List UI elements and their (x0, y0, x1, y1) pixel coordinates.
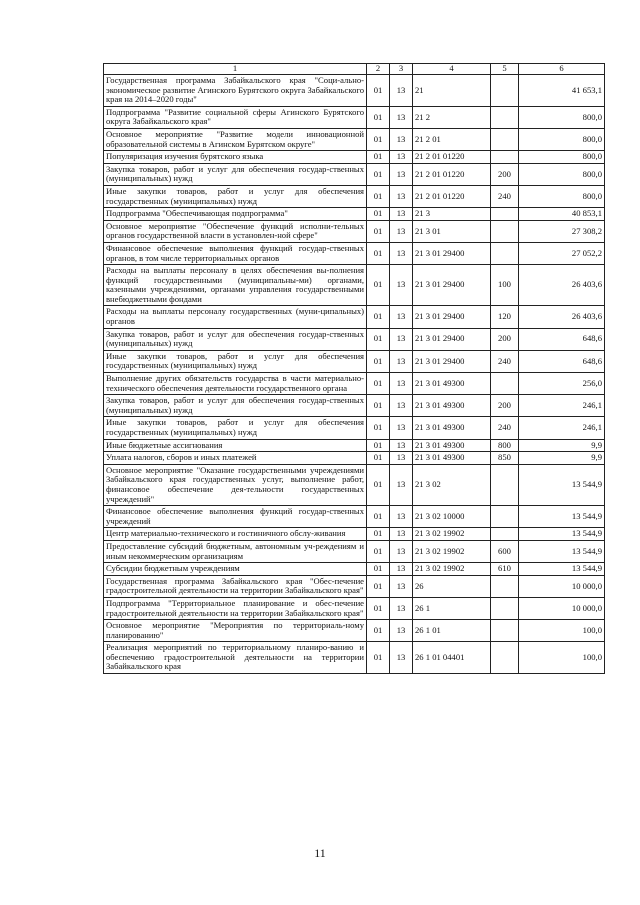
table-row (104, 306, 605, 328)
row-name: Закупка товаров, работ и услуг для обеспечения государ-ственных (муниципальных) нужд (104, 328, 367, 350)
row-amount: 13 544,9 (519, 540, 605, 562)
row-subsection: 13 (390, 220, 413, 242)
table-row (104, 151, 605, 164)
table-row (104, 185, 605, 207)
row-target-code: 21 3 01 49300 (413, 395, 491, 417)
column-header: 1 (104, 64, 367, 75)
row-name: Выполнение других обязательств государства в части материально-технического обеспечения деятельности государственного органа (104, 373, 367, 395)
row-subsection: 13 (390, 439, 413, 452)
table-row (104, 563, 605, 576)
row-amount: 648,6 (519, 350, 605, 372)
header-row (104, 64, 605, 75)
table-row (104, 395, 605, 417)
row-subsection: 13 (390, 265, 413, 306)
row-target-code: 26 1 (413, 597, 491, 619)
row-subsection: 13 (390, 563, 413, 576)
table-row (104, 265, 605, 306)
row-section: 01 (367, 328, 390, 350)
row-subsection: 13 (390, 575, 413, 597)
row-expense-type (491, 106, 519, 128)
row-name: Финансовое обеспечение выполнения функций государ-ственных органов, в том числе территориальных органов (104, 242, 367, 264)
row-target-code: 26 1 01 (413, 620, 491, 642)
row-expense-type: 240 (491, 350, 519, 372)
column-header: 2 (367, 64, 390, 75)
row-expense-type (491, 373, 519, 395)
row-amount: 40 853,1 (519, 208, 605, 221)
row-target-code: 21 3 01 29400 (413, 306, 491, 328)
row-name: Подпрограмма "Обеспечивающая подпрограмма" (104, 208, 367, 221)
row-expense-type: 800 (491, 439, 519, 452)
row-name: Основное мероприятие "Обеспечение функций исполни-тельных органов государственной власти в установлен-ной сфере" (104, 220, 367, 242)
table-row (104, 373, 605, 395)
table-row (104, 528, 605, 541)
row-name: Реализация мероприятий по территориальному планиро-ванию и обеспечению градостроительной деятельности на территории Забайкальского края (104, 642, 367, 674)
row-amount: 800,0 (519, 106, 605, 128)
row-section: 01 (367, 575, 390, 597)
row-expense-type: 610 (491, 563, 519, 576)
row-name: Государственная программа Забайкальского края "Соци-ально-экономическое развитие Агинского Бурятского округа Забайкальского края на 2014–2020 годы" (104, 75, 367, 107)
table-row (104, 620, 605, 642)
row-amount: 10 000,0 (519, 575, 605, 597)
column-header: 4 (413, 64, 491, 75)
table-row (104, 506, 605, 528)
row-subsection: 13 (390, 540, 413, 562)
row-section: 01 (367, 373, 390, 395)
row-expense-type (491, 506, 519, 528)
row-subsection: 13 (390, 75, 413, 107)
row-target-code: 21 (413, 75, 491, 107)
row-target-code: 21 3 01 49300 (413, 417, 491, 439)
row-section: 01 (367, 540, 390, 562)
row-name: Уплата налогов, сборов и иных платежей (104, 452, 367, 465)
column-header: 5 (491, 64, 519, 75)
row-name: Субсидии бюджетным учреждениям (104, 563, 367, 576)
row-subsection: 13 (390, 528, 413, 541)
row-section: 01 (367, 242, 390, 264)
row-section: 01 (367, 464, 390, 505)
table-row (104, 128, 605, 150)
row-name: Закупка товаров, работ и услуг для обеспечения государ-ственных (муниципальных) нужд (104, 395, 367, 417)
row-target-code: 21 3 02 (413, 464, 491, 505)
table-row (104, 575, 605, 597)
row-section: 01 (367, 417, 390, 439)
row-subsection: 13 (390, 208, 413, 221)
row-name: Предоставление субсидий бюджетным, автономным уч-реждениям и иным некоммерческим организациям (104, 540, 367, 562)
row-target-code: 26 1 01 04401 (413, 642, 491, 674)
table-row (104, 452, 605, 465)
table-row (104, 597, 605, 619)
row-target-code: 21 3 01 49300 (413, 373, 491, 395)
row-subsection: 13 (390, 163, 413, 185)
budget-table (103, 63, 605, 674)
row-target-code: 21 3 01 29400 (413, 328, 491, 350)
table-row (104, 163, 605, 185)
row-expense-type: 200 (491, 163, 519, 185)
row-name: Основное мероприятие "Оказание государственными учреждениями Забайкальского края государственных услуг, выполнение работ, финансовое обеспечение дея-тельности государственных учреждений" (104, 464, 367, 505)
row-section: 01 (367, 106, 390, 128)
row-amount: 26 403,6 (519, 306, 605, 328)
row-section: 01 (367, 265, 390, 306)
row-target-code: 21 3 02 19902 (413, 528, 491, 541)
column-header: 3 (390, 64, 413, 75)
row-expense-type: 200 (491, 395, 519, 417)
row-expense-type (491, 128, 519, 150)
row-section: 01 (367, 306, 390, 328)
table-row (104, 220, 605, 242)
row-amount: 13 544,9 (519, 563, 605, 576)
row-amount: 100,0 (519, 620, 605, 642)
row-section: 01 (367, 395, 390, 417)
row-subsection: 13 (390, 151, 413, 164)
row-subsection: 13 (390, 106, 413, 128)
row-name: Расходы на выплаты персоналу государственных (муни-ципальных) органов (104, 306, 367, 328)
row-amount: 41 653,1 (519, 75, 605, 107)
row-target-code: 21 2 01 01220 (413, 163, 491, 185)
row-subsection: 13 (390, 597, 413, 619)
row-amount: 800,0 (519, 128, 605, 150)
row-name: Основное мероприятие "Мероприятия по территориаль-ному планированию" (104, 620, 367, 642)
row-expense-type: 240 (491, 185, 519, 207)
row-section: 01 (367, 452, 390, 465)
row-name: Центр материально-технического и гостиничного обслу-живания (104, 528, 367, 541)
row-name: Иные закупки товаров, работ и услуг для обеспечения государственных (муниципальных) нужд (104, 185, 367, 207)
row-amount: 100,0 (519, 642, 605, 674)
row-expense-type: 850 (491, 452, 519, 465)
row-target-code: 21 3 02 19902 (413, 540, 491, 562)
row-expense-type (491, 242, 519, 264)
row-section: 01 (367, 439, 390, 452)
row-amount: 800,0 (519, 163, 605, 185)
row-name: Закупка товаров, работ и услуг для обеспечения государ-ственных (муниципальных) нужд (104, 163, 367, 185)
row-section: 01 (367, 185, 390, 207)
table-row (104, 464, 605, 505)
row-target-code: 21 2 01 01220 (413, 151, 491, 164)
row-section: 01 (367, 642, 390, 674)
row-name: Основное мероприятие "Развитие модели инновационной образовательной системы в Агинском Бурятском округе" (104, 128, 367, 150)
row-section: 01 (367, 128, 390, 150)
row-target-code: 21 3 01 29400 (413, 265, 491, 306)
row-subsection: 13 (390, 395, 413, 417)
row-target-code: 21 2 01 01220 (413, 185, 491, 207)
table-row (104, 75, 605, 107)
row-subsection: 13 (390, 242, 413, 264)
row-amount: 9,9 (519, 439, 605, 452)
row-expense-type (491, 597, 519, 619)
row-section: 01 (367, 208, 390, 221)
row-section: 01 (367, 597, 390, 619)
row-amount: 13 544,9 (519, 528, 605, 541)
row-amount: 27 308,2 (519, 220, 605, 242)
row-section: 01 (367, 620, 390, 642)
row-name: Иные закупки товаров, работ и услуг для обеспечения государственных (муниципальных) нужд (104, 417, 367, 439)
table-row (104, 328, 605, 350)
table-row (104, 540, 605, 562)
row-amount: 256,0 (519, 373, 605, 395)
row-amount: 648,6 (519, 328, 605, 350)
table-row (104, 439, 605, 452)
table-row (104, 350, 605, 372)
row-target-code: 21 3 (413, 208, 491, 221)
row-subsection: 13 (390, 373, 413, 395)
row-name: Финансовое обеспечение выполнения функций государ-ственных учреждений (104, 506, 367, 528)
row-target-code: 21 3 01 (413, 220, 491, 242)
table-row (104, 106, 605, 128)
row-name: Иные бюджетные ассигнования (104, 439, 367, 452)
row-amount: 800,0 (519, 151, 605, 164)
table-row (104, 242, 605, 264)
row-subsection: 13 (390, 464, 413, 505)
row-subsection: 13 (390, 328, 413, 350)
row-name: Государственная программа Забайкальского края "Обес-печение градостроительной деятельности на территории Забайкальского края" (104, 575, 367, 597)
row-section: 01 (367, 563, 390, 576)
row-target-code: 21 2 (413, 106, 491, 128)
row-subsection: 13 (390, 185, 413, 207)
table-row (104, 642, 605, 674)
row-expense-type (491, 620, 519, 642)
row-target-code: 21 3 02 10000 (413, 506, 491, 528)
row-expense-type (491, 528, 519, 541)
row-subsection: 13 (390, 620, 413, 642)
row-expense-type (491, 220, 519, 242)
table-row (104, 208, 605, 221)
row-amount: 27 052,2 (519, 242, 605, 264)
row-amount: 26 403,6 (519, 265, 605, 306)
row-subsection: 13 (390, 642, 413, 674)
column-header: 6 (519, 64, 605, 75)
row-section: 01 (367, 75, 390, 107)
row-expense-type: 600 (491, 540, 519, 562)
row-section: 01 (367, 151, 390, 164)
row-amount: 13 544,9 (519, 506, 605, 528)
row-section: 01 (367, 350, 390, 372)
row-subsection: 13 (390, 417, 413, 439)
row-amount: 246,1 (519, 417, 605, 439)
row-subsection: 13 (390, 128, 413, 150)
row-expense-type (491, 575, 519, 597)
row-subsection: 13 (390, 306, 413, 328)
row-amount: 246,1 (519, 395, 605, 417)
row-name: Подпрограмма "Развитие социальной сферы Агинского Бурятского округа Забайкальского края" (104, 106, 367, 128)
row-expense-type: 200 (491, 328, 519, 350)
row-target-code: 21 3 01 49300 (413, 439, 491, 452)
row-name: Популяризация изучения бурятского языка (104, 151, 367, 164)
row-amount: 10 000,0 (519, 597, 605, 619)
row-section: 01 (367, 220, 390, 242)
row-subsection: 13 (390, 350, 413, 372)
row-name: Подпрограмма "Территориальное планирование и обес-печение градостроительной деятельности на территории Забайкальского края" (104, 597, 367, 619)
row-expense-type (491, 75, 519, 107)
row-target-code: 21 3 01 29400 (413, 350, 491, 372)
row-amount: 9,9 (519, 452, 605, 465)
row-expense-type (491, 464, 519, 505)
row-section: 01 (367, 163, 390, 185)
row-expense-type (491, 151, 519, 164)
row-expense-type: 120 (491, 306, 519, 328)
row-target-code: 21 2 01 (413, 128, 491, 150)
row-section: 01 (367, 528, 390, 541)
row-subsection: 13 (390, 452, 413, 465)
row-name: Расходы на выплаты персоналу в целях обеспечения вы-полнения функций государственными (муниципальны-ми) органами, казенными учреждениями, органами управления государственными внебюджетными фондами (104, 265, 367, 306)
row-target-code: 21 3 01 29400 (413, 242, 491, 264)
row-expense-type: 100 (491, 265, 519, 306)
row-amount: 13 544,9 (519, 464, 605, 505)
row-target-code: 21 3 02 19902 (413, 563, 491, 576)
row-target-code: 21 3 01 49300 (413, 452, 491, 465)
page-number: 11 (314, 846, 326, 860)
row-section: 01 (367, 506, 390, 528)
row-expense-type: 240 (491, 417, 519, 439)
table-row (104, 417, 605, 439)
row-name: Иные закупки товаров, работ и услуг для обеспечения государственных (муниципальных) нужд (104, 350, 367, 372)
row-expense-type (491, 208, 519, 221)
row-amount: 800,0 (519, 185, 605, 207)
row-expense-type (491, 642, 519, 674)
row-subsection: 13 (390, 506, 413, 528)
row-target-code: 26 (413, 575, 491, 597)
